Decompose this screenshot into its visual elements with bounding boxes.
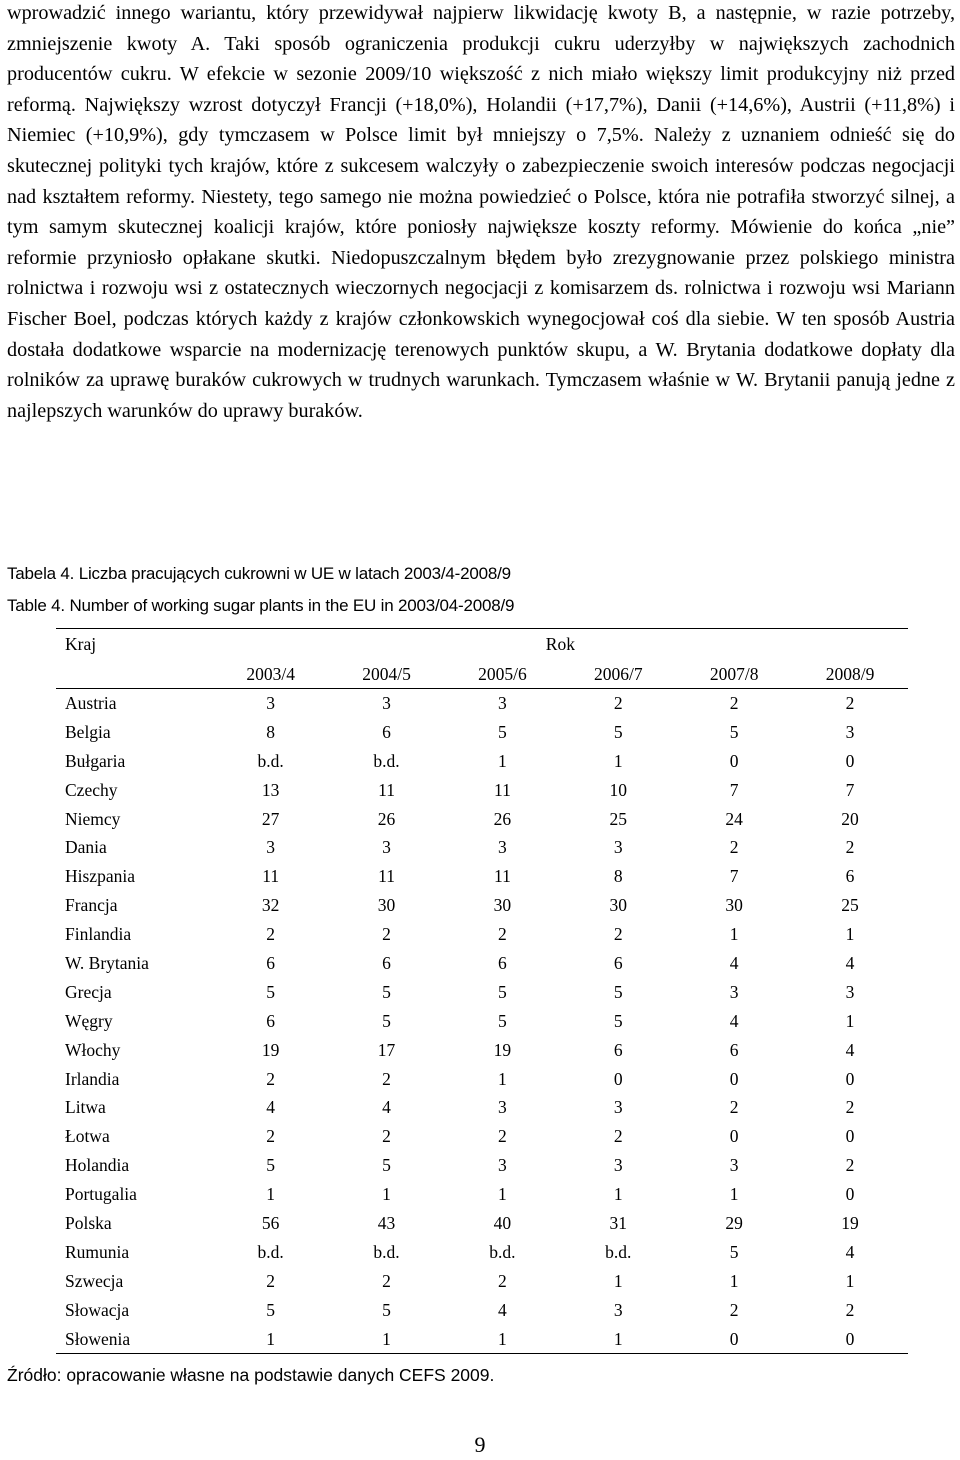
table-caption-english: Table 4. Number of working sugar plants in the EU in 2003/04-2008/9 — [7, 596, 515, 615]
value-cell: 0 — [729, 1328, 739, 1349]
country-cell: Francja — [65, 895, 118, 916]
country-cell: Bułgaria — [65, 750, 126, 771]
country-cell: Słowenia — [65, 1328, 131, 1349]
table-row — [56, 1325, 908, 1354]
value-cell: 0 — [845, 1328, 855, 1349]
value-cell: 3 — [498, 1155, 507, 1176]
year-group-header: Rok — [545, 634, 575, 654]
value-cell: 2 — [382, 924, 391, 945]
value-cell: 0 — [729, 1068, 739, 1089]
value-cell: 6 — [729, 1039, 739, 1060]
value-cell: 1 — [498, 1184, 507, 1205]
table-row — [56, 1036, 908, 1065]
value-cell: 17 — [377, 1039, 396, 1060]
value-cell: 1 — [613, 1184, 623, 1205]
value-cell: 1 — [729, 1184, 739, 1205]
year-column-header: 2005/6 — [478, 663, 527, 684]
table-row — [56, 689, 908, 718]
country-cell: Polska — [65, 1212, 112, 1233]
value-cell: 6 — [498, 952, 507, 973]
country-cell: Belgia — [65, 721, 111, 742]
table-row — [56, 747, 908, 776]
value-cell: 3 — [266, 837, 276, 858]
value-cell: 5 — [613, 1010, 623, 1031]
country-cell: Rumunia — [65, 1241, 130, 1262]
value-cell: 27 — [261, 808, 280, 829]
value-cell: 29 — [725, 1212, 743, 1233]
value-cell: 1 — [498, 1068, 507, 1089]
value-cell: 8 — [613, 866, 623, 887]
value-cell: 1 — [266, 1184, 276, 1205]
value-cell: 3 — [613, 837, 623, 858]
value-cell: 11 — [262, 866, 280, 887]
value-cell: 1 — [845, 1270, 855, 1291]
value-cell: 1 — [729, 924, 739, 945]
year-column-header: 2003/4 — [246, 663, 295, 684]
table-row — [56, 1007, 908, 1036]
value-cell: 4 — [845, 952, 855, 973]
value-cell: 19 — [493, 1039, 512, 1060]
value-cell: 0 — [613, 1068, 623, 1089]
value-cell: 43 — [377, 1212, 396, 1233]
country-cell: Holandia — [65, 1155, 130, 1176]
value-cell: 0 — [845, 1126, 855, 1147]
value-cell: 0 — [845, 1184, 855, 1205]
value-cell: 0 — [845, 1068, 855, 1089]
value-cell: 1 — [498, 750, 507, 771]
value-cell: 1 — [266, 1328, 276, 1349]
table-row — [56, 776, 908, 805]
table-row — [56, 805, 908, 834]
value-cell: 4 — [498, 1299, 507, 1320]
value-cell: 5 — [613, 981, 623, 1002]
value-cell: 6 — [266, 952, 276, 973]
table-row — [56, 1296, 908, 1325]
value-cell: 3 — [845, 721, 855, 742]
country-cell: Hiszpania — [65, 866, 135, 887]
value-cell: 4 — [845, 1241, 855, 1262]
value-cell: 31 — [609, 1212, 628, 1233]
value-cell: 5 — [382, 981, 391, 1002]
value-cell: 19 — [841, 1212, 859, 1233]
value-cell: 0 — [729, 1126, 739, 1147]
value-cell: 25 — [609, 808, 628, 829]
table-row — [56, 718, 908, 747]
value-cell: 4 — [382, 1097, 391, 1118]
value-cell: 3 — [613, 1299, 623, 1320]
value-cell: 6 — [382, 952, 391, 973]
value-cell: 3 — [729, 981, 739, 1002]
value-cell: 11 — [493, 866, 511, 887]
table-row — [56, 1209, 908, 1238]
value-cell: 2 — [845, 692, 855, 713]
value-cell: 30 — [725, 895, 743, 916]
table-row — [56, 1122, 908, 1151]
value-cell: 2 — [382, 1126, 391, 1147]
value-cell: 3 — [613, 1155, 623, 1176]
value-cell: 2 — [845, 1299, 855, 1320]
value-cell: 11 — [378, 866, 395, 887]
value-cell: 5 — [266, 1155, 276, 1176]
value-cell: 2 — [266, 1270, 276, 1291]
value-cell: 1 — [845, 924, 855, 945]
table-row — [56, 1267, 908, 1296]
year-column-header: 2007/8 — [709, 663, 759, 684]
value-cell: 0 — [729, 750, 739, 771]
table-row — [56, 1065, 908, 1094]
value-cell: 5 — [729, 721, 739, 742]
value-cell: 1 — [382, 1184, 391, 1205]
value-cell: 30 — [609, 895, 628, 916]
country-cell: W. Brytania — [65, 952, 149, 973]
table-row — [56, 891, 908, 920]
table-row — [56, 978, 908, 1007]
value-cell: 24 — [725, 808, 743, 829]
table-row — [56, 1151, 908, 1180]
country-cell: Węgry — [65, 1010, 113, 1031]
value-cell: 3 — [498, 837, 507, 858]
country-cell: Grecja — [65, 981, 112, 1002]
year-column-header: 2004/5 — [362, 663, 411, 684]
table-row — [56, 920, 908, 949]
value-cell: 26 — [493, 808, 512, 829]
value-cell: 1 — [498, 1328, 507, 1349]
value-cell: 19 — [261, 1039, 280, 1060]
country-cell: Finlandia — [65, 924, 132, 945]
value-cell: 32 — [261, 895, 280, 916]
value-cell: b.d. — [373, 1241, 400, 1262]
table-row — [56, 1238, 908, 1267]
value-cell: 2 — [382, 1068, 391, 1089]
value-cell: 2 — [266, 1126, 276, 1147]
value-cell: b.d. — [605, 1241, 632, 1262]
value-cell: 6 — [382, 721, 391, 742]
value-cell: 6 — [613, 952, 623, 973]
value-cell: 30 — [377, 895, 396, 916]
value-cell: 2 — [613, 692, 623, 713]
country-cell: Portugalia — [65, 1184, 137, 1205]
table-body — [56, 689, 908, 1354]
country-cell: Czechy — [65, 779, 118, 800]
value-cell: 2 — [613, 1126, 623, 1147]
value-cell: 2 — [382, 1270, 391, 1291]
year-column-header: 2006/7 — [593, 663, 643, 684]
value-cell: b.d. — [257, 1241, 284, 1262]
value-cell: 1 — [613, 750, 623, 771]
value-cell: b.d. — [489, 1241, 516, 1262]
table-caption-polish: Tabela 4. Liczba pracujących cukrowni w UE w latach 2003/4-2008/9 — [7, 564, 511, 583]
value-cell: 5 — [498, 721, 507, 742]
value-cell: 26 — [377, 808, 396, 829]
value-cell: 11 — [378, 779, 395, 800]
country-cell: Włochy — [65, 1039, 121, 1060]
source-note: Źródło: opracowanie własne na podstawie danych CEFS 2009. — [7, 1365, 495, 1385]
sugar-plants-table-container — [56, 628, 908, 1354]
value-cell: 7 — [729, 866, 739, 887]
value-cell: 0 — [845, 750, 855, 771]
value-cell: 7 — [729, 779, 739, 800]
value-cell: 2 — [266, 1068, 276, 1089]
value-cell: 1 — [382, 1328, 391, 1349]
table-row — [56, 1180, 908, 1209]
value-cell: 2 — [845, 837, 855, 858]
table-row — [56, 949, 908, 978]
value-cell: 6 — [266, 1010, 276, 1031]
value-cell: 4 — [266, 1097, 276, 1118]
value-cell: 40 — [493, 1212, 512, 1233]
value-cell: 5 — [382, 1155, 391, 1176]
table-row — [56, 1093, 908, 1122]
value-cell: 1 — [845, 1010, 855, 1031]
value-cell: 2 — [613, 924, 623, 945]
value-cell: 5 — [613, 721, 623, 742]
country-header-spacer — [56, 660, 213, 689]
value-cell: 4 — [729, 1010, 739, 1031]
value-cell: 1 — [613, 1270, 623, 1291]
year-header-row — [56, 660, 908, 689]
value-cell: b.d. — [257, 750, 284, 771]
country-cell: Dania — [65, 837, 107, 858]
value-cell: 2 — [498, 1126, 507, 1147]
value-cell: 20 — [841, 808, 859, 829]
page-number: 9 — [474, 1432, 486, 1457]
value-cell: 2 — [729, 1299, 739, 1320]
country-cell: Irlandia — [65, 1068, 120, 1089]
value-cell: 3 — [498, 1097, 507, 1118]
value-cell: 3 — [845, 981, 855, 1002]
value-cell: 25 — [841, 895, 859, 916]
value-cell: 4 — [729, 952, 739, 973]
value-cell: 1 — [613, 1328, 623, 1349]
value-cell: 30 — [493, 895, 512, 916]
table-row — [56, 862, 908, 891]
value-cell: 2 — [498, 1270, 507, 1291]
value-cell: 5 — [498, 981, 507, 1002]
value-cell: 56 — [261, 1212, 280, 1233]
value-cell: 3 — [498, 692, 507, 713]
year-column-header: 2008/9 — [825, 663, 875, 684]
table-row — [56, 833, 908, 862]
value-cell: 2 — [845, 1097, 855, 1118]
country-cell: Szwecja — [65, 1270, 124, 1291]
value-cell: 2 — [729, 692, 739, 713]
value-cell: 5 — [498, 1010, 507, 1031]
value-cell: 10 — [609, 779, 628, 800]
body-paragraph: wprowadzić innego wariantu, który przewidywał najpierw likwidację kwoty B, a następnie, w razie potrzeby, zmniejszenie kwoty A. Taki sposób ograniczenia produkcji cukru uderzyłby w największych zachodnich producentów cukru. W efekcie w sezonie 2009/10 większość z nich miało większy limit produkcyjny niż przed reformą. Największy wzrost dotyczył Francji (+18,0%), Holandii (+17,7%), Danii (+14,6%), Austrii (+11,8%) i Niemiec (+10,9%), gdy tymczasem w Polsce limit był mniejszy o 7,5%. Należy z uznaniem odnieść się do skutecznej polityki tych krajów, które z sukcesem walczyły o zabezpieczenie swoich interesów podczas negocjacji nad kształtem reformy. Niestety, tego samego nie można powiedzieć o Polsce, która nie potrafiła stworzyć silnej, a tym samym skutecznej koalicji krajów, które poniosły największe koszty reformy. Mówienie do końca „nie” reformie przyniosło opłakane skutki. Niedopuszczalnym błędem było zrezygnowanie przez polskiego ministra rolnictwa i rozwoju wsi z ostatecznych wieczornych negocjacji z komisarzem ds. rolnictwa i rozwoju wsi Mariann Fischer Boel, podczas których każdy z krajów członkowskich wynegocjował coś dla siebie. W ten sposób Austria dostała dodatkowe wsparcie na modernizację terenowych punktów skupu, a W. Brytania dodatkowe dopłaty dla rolników za uprawę buraków cukrowych w trudnych warunkach. Tymczasem właśnie w W. Brytanii panują jedne z najlepszych warunków do uprawy buraków. — [7, 2, 955, 422]
value-cell: 3 — [382, 692, 391, 713]
sugar-plants-table — [56, 628, 908, 1354]
value-cell: 6 — [845, 866, 855, 887]
value-cell: 5 — [382, 1010, 391, 1031]
value-cell: 4 — [845, 1039, 855, 1060]
value-cell: 8 — [266, 721, 276, 742]
country-cell: Słowacja — [65, 1299, 130, 1320]
value-cell: 2 — [266, 924, 276, 945]
country-cell: Niemcy — [65, 808, 121, 829]
value-cell: 2 — [498, 924, 507, 945]
value-cell: 13 — [261, 779, 280, 800]
value-cell: 5 — [729, 1241, 739, 1262]
value-cell: 1 — [729, 1270, 739, 1291]
value-cell: 5 — [266, 981, 276, 1002]
value-cell: 2 — [729, 1097, 739, 1118]
value-cell: 5 — [266, 1299, 276, 1320]
value-cell: 2 — [729, 837, 739, 858]
value-cell: 3 — [266, 692, 276, 713]
value-cell: 5 — [382, 1299, 391, 1320]
country-column-header: Kraj — [65, 634, 97, 654]
country-cell: Litwa — [65, 1097, 106, 1118]
value-cell: 3 — [382, 837, 391, 858]
country-cell: Austria — [65, 692, 117, 713]
value-cell: 2 — [845, 1155, 855, 1176]
value-cell: 6 — [613, 1039, 623, 1060]
value-cell: 3 — [729, 1155, 739, 1176]
country-cell: Łotwa — [65, 1126, 110, 1147]
value-cell: b.d. — [373, 750, 400, 771]
value-cell: 7 — [845, 779, 855, 800]
value-cell: 11 — [493, 779, 511, 800]
value-cell: 3 — [613, 1097, 623, 1118]
